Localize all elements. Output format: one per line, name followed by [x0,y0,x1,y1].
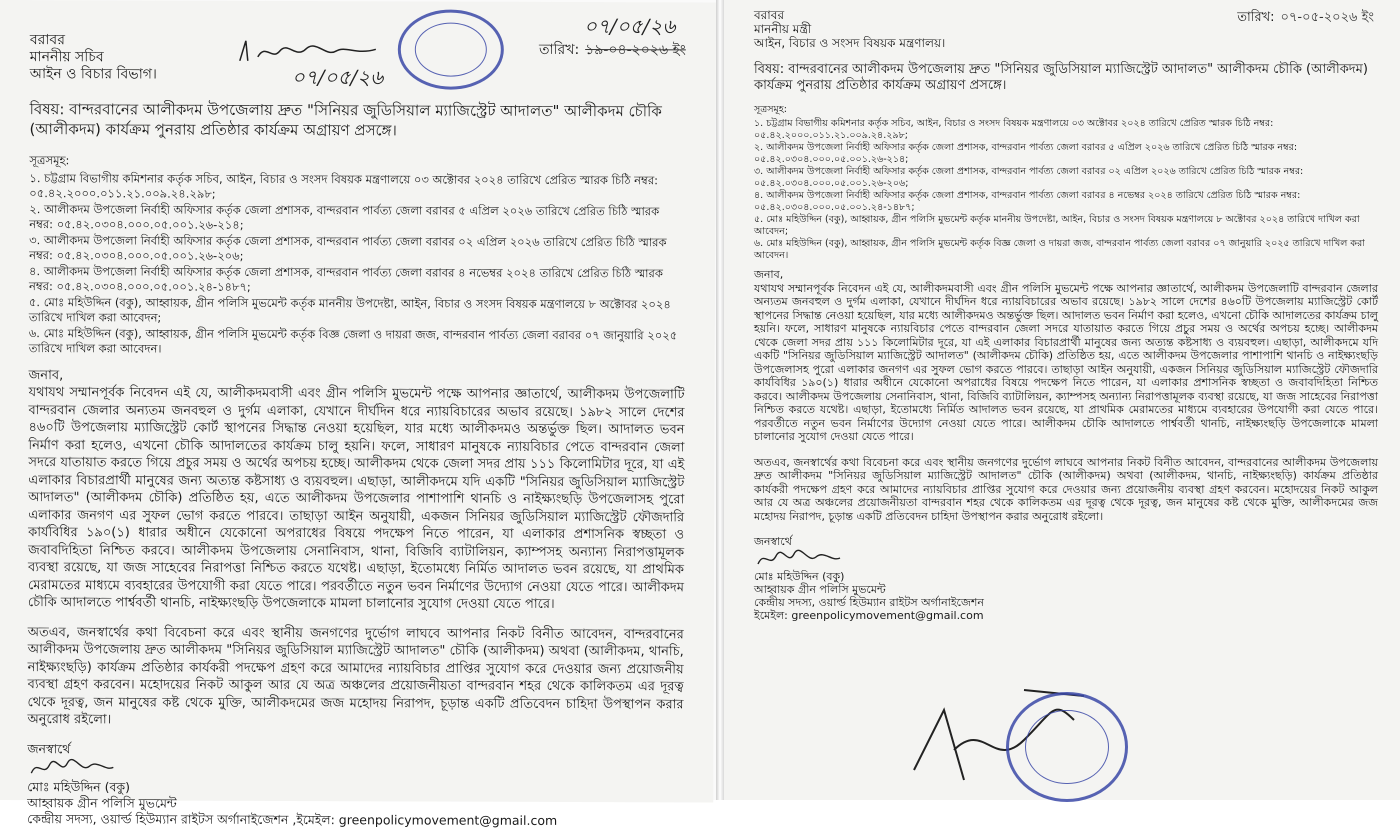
date-label: তারিখ: [1237,10,1275,25]
date-label: তারিখ: [538,41,580,59]
letter-date [1237,8,1374,29]
signer-name: মোঃ মহিউদ্দিন (বকু) [754,570,845,583]
page-divider [716,0,724,800]
handwritten-date: ০৭/০৫/২৬ [583,14,676,39]
reference-item: ৫. মোঃ মহিউদ্দিন (বকু), আহ্বায়ক, গ্রীন পলিসি মুভমেন্ট কর্তৃক মাননীয় উপদেষ্টা, আইন, বিচার ও সংসদ বিষয়ক মন্ত্রণালয়ে ৮ অক্টোবর ২০২৪ তারিখে দাখিল করা আবেদন; [28,294,671,325]
address-line: বরাবর [29,32,65,49]
closing: জনস্বার্থে [754,535,792,548]
signature-block [754,535,1378,622]
signature-scribble [27,757,117,779]
letter-body [754,268,1378,523]
reference-item: ৩. আলীকদম উপজেলা নির্বাহী অফিসার কর্তৃক জেলা প্রশাসক, বান্দরবান পার্বত্য জেলা বরাবর ০২ এপ্রিল ২০২৬ তারিখে প্রেরিত চিঠি স্মারক নম্বর: ০৫.৪২.০৩০৪.০০০.০৫.০০১.২৬-২০৬; [29,232,667,263]
received-stamp [398,9,504,89]
letter-subject: বিষয়: বান্দরবানের আলীকদম উপজেলায় দ্রুত "সিনিয়র জুডিসিয়াল ম্যাজিস্ট্রেট আদালত" আলীকদম চৌকি (আলীকদম) কার্যক্রম পুনরায় প্রতিষ্ঠার কার্যক্রম অগ্রায়ণ প্রসঙ্গে। [29,100,662,140]
signature-scribble [754,548,844,570]
address-line: আইন ও বিচার বিভাগ। [29,66,157,83]
body-paragraph: যথাযথ সম্মানপূর্বক নিবেদন এই যে, আলীকদমবাসী এবং গ্রীন পলিসি মুভমেন্ট পক্ষে আপনার জ্ঞাতার্থে, আলীকদম উপজেলাটি বান্দরবান জেলার অন্যতম জনবহুল ও দুর্গম এলাকা, যেখানে দীর্ঘদিন ধরে ন্যায়বিচারের অভাব রয়েছে। ১৯৮২ সালে দেশের ৪৬০টি উপজেলায় ম্যাজিস্ট্রেট কোর্ট স্থাপনের সিদ্ধান্ত নেওয়া হয়েছিল, যার মধ্যে আলীকদমও অন্তর্ভুক্ত ছিল। আদালত ভবন নির্মাণ করা হলেও, এখনো চৌকি আদালতের কার্যক্রম চালু হয়নি। ফলে, সাধারণ মানুষকে ন্যায়বিচার পেতে বান্দরবান জেলা সদরে যাতায়াত করতে গিয়ে প্রচুর সময় ও অর্থের অপচয় হচ্ছে। আলীকদম থেকে জেলা সদর প্রায় ১১১ কিলোমিটার দূরে, যা এই এলাকার বিচারপ্রার্থী মানুষের জন্য অত্যন্ত কষ্টসাধ্য ও ব্যয়বহুল। এছাড়া, আলীকদমে যদি একটি "সিনিয়র জুডিসিয়াল ম্যাজিস্ট্রেট আদালত" (আলীকদম চৌকি) প্রতিষ্ঠিত হয়, এতে আলীকদম উপজেলার পাশাপাশি থানচি ও নাইক্ষ্যংছড়ি উপজেলাসহ পুরো এলাকার জনগণ এর সুফল ভোগ করতে পারবে। তাছাড়া আইন অনুযায়ী, একজন সিনিয়র জুডিসিয়াল ম্যাজিস্ট্রেট ফৌজদারি কার্যবিধির ১৯০(১) ধারার অধীনে যেকোনো অপরাধের বিষয়ে পদক্ষেপ নিতে পারেন, যা এলাকার প্রশাসনিক স্বচ্ছতা ও জবাবদিহিতা নিশ্চিত করবে। আলীকদম উপজেলায় সেনানিবাস, থানা, বিজিবি ব্যাটালিয়ন, ক্যাম্পসহ অন্যান্য নিরাপত্তামূলক ব্যবস্থা রয়েছে, যা জজ সাহেবের নিরাপত্তা নিশ্চিত করতে যথেষ্ট। এছাড়া, ইতোমধ্যে নির্মিত আদালত ভবন রয়েছে, যা প্রাথমিক মেরামতের মাধ্যমে ব্যবহারের উপযোগী করা যেতে পারে। পরবর্তীতে নতুন ভবন নির্মাণের উদ্যোগ নেওয়া যেতে পারে। আলীকদম চৌকি আদালতে পার্শ্ববর্তী থানচি, নাইক্ষ্যংছড়ি উপজেলাকে মামলা চালানোর সুযোগ দেওয়া যেতে পারে। [754,281,1378,443]
reference-item: ২. আলীকদম উপজেলা নির্বাহী অফিসার কর্তৃক জেলা প্রশাসক, বান্দরবান পার্বত্য জেলা বরাবর ৫ এপ্রিল ২০২৬ তারিখে প্রেরিত চিঠি স্মারক নম্বর: ০৫.৪২.০৩০৪.০০০.০৫.০০১.২৬-২১৪; [29,201,660,232]
received-signature [236,37,386,68]
reference-item: ৩. আলীকদম উপজেলা নির্বাহী অফিসার কর্তৃক জেলা প্রশাসক, বান্দরবান পার্বত্য জেলা বরাবর ০২ এপ্রিল ২০২৬ তারিখে প্রেরিত চিঠি স্মারক নম্বর: ০৫.৪২.০৩০৪.০০০.০৫.০০১.২৬-২০৬; [754,166,1304,189]
reference-item: ২. আলীকদম উপজেলা নির্বাহী অফিসার কর্তৃক জেলা প্রশাসক, বান্দরবান পার্বত্য জেলা বরাবর ৫ এপ্রিল ২০২৬ তারিখে প্রেরিত চিঠি স্মারক নম্বর: ০৫.৪২.০৩০৪.০০০.০৫.০০১.২৬-২১৪; [754,142,1298,165]
signer-title: আহ্বায়ক গ্রীন পলিসি মুভমেন্ট [27,794,177,811]
date-value: ০৭-০৫-২০২৬ ইং [1280,10,1374,25]
references-title: সূত্রসমূহ: [754,104,787,115]
references-title: সূত্রসমূহ: [29,153,70,168]
closing: জনস্বার্থে [27,740,71,756]
ministry-stamp [1006,692,1128,802]
signer-email: ইমেইল: greenpolicymovement@gmail.com [754,609,984,622]
signer-org: কেন্দ্রীয় সদস্য, ওয়ার্ল্ড হিউম্যান রাইটস অর্গানাইজেশন ,ইমেইল: greenpolicymovement@gmail.com [27,810,558,828]
reference-item: ৬. মোঃ মহিউদ্দিন (বকু), আহ্বায়ক, গ্রীন পলিসি মুভমেন্ট কর্তৃক বিজ্ঞ জেলা ও দায়রা জজ, বান্দরবান পার্বত্য জেলা বরাবর ০৭ জানুয়ারি ২০২৫ তারিখে দাখিল করা আবেদন। [754,238,1365,261]
address-line: মাননীয় মন্ত্রী [754,22,812,36]
reference-item: ১. চট্টগ্রাম বিভাগীয় কমিশনার কর্তৃক সচিব, আইন, বিচার ও সংসদ বিষয়ক মন্ত্রণালয়ে ০৩ অক্টোবর ২০২৪ তারিখে প্রেরিত স্মারক চিঠি নম্বর: ০৫.৪২.২০০০.০১১.২১.০০৯.২৪.২৯৮; [754,118,1274,141]
body-paragraph: অতএব, জনস্বার্থের কথা বিবেচনা করে এবং স্থানীয় জনগণের দুর্ভোগ লাঘবে আপনার নিকট বিনীত আবেদন, বান্দরবানের আলীকদম উপজেলায় দ্রুত আলীকদম "সিনিয়র জুডিসিয়াল ম্যাজিস্ট্রেট আদালত" চৌকি (আলীকদম) অথবা (আলীকদম, থানচি, নাইক্ষ্যংছড়ি) কার্যক্রম প্রতিষ্ঠার কার্যকরী পদক্ষেপ গ্রহণ করে আমাদের ন্যায়বিচার প্রাপ্তির সুযোগ করে দেওয়ার জন্য প্রয়োজনীয় ব্যবস্থা গ্রহণ করবেন। মহোদয়ের নিকট আকুল আর যে অত্র অঞ্চলের প্রয়োজনীয়তা বান্দরবান শহর থেকে কালিকতম এর দূরত্ব থেকে দূরত্ব, জন মানুষের কষ্ট থেকে মুক্তি, আলীকদমের জজ মহোদয় নিরাপদ, চূড়ান্ত একটি প্রতিবেদন চাহিদা উপস্থাপন করার অনুরোধ রইলো। [27,624,684,728]
references-list [754,104,1378,262]
letter-subject: বিষয়: বান্দরবানের আলীকদম উপজেলায় দ্রুত "সিনিয়র জুডিসিয়াল ম্যাজিস্ট্রেট আদালত" আলীকদম চৌকি (আলীকদম) কার্যক্রম পুনরায় প্রতিষ্ঠার কার্যক্রম অগ্রায়ণ প্রসঙ্গে। [754,62,1368,93]
reference-item: ৪. আলীকদম উপজেলা নির্বাহী অফিসার কর্তৃক জেলা প্রশাসক, বান্দরবান পার্বত্য জেলা বরাবর ৪ নভেম্বর ২০২৪ তারিখে প্রেরিত চিঠি স্মারক নম্বর: ০৫.৪২.০৩০৪.০০০.০৫.০০১.২৪-১৪৮৭; [754,190,1301,213]
address-line: মাননীয় সচিব [29,49,104,66]
date-value: ১৯-০৪-২০২৬ ইং [585,42,686,59]
reference-item: ৪. আলীকদম উপজেলা নির্বাহী অফিসার কর্তৃক জেলা প্রশাসক, বান্দরবান পার্বত্য জেলা বরাবর ৪ নভেম্বর ২০২৪ তারিখে প্রেরিত চিঠি স্মারক নম্বর: ০৫.৪২.০৩০৪.০০০.০৫.০০১.২৪-১৪৮৭; [28,263,663,294]
signer-org: কেন্দ্রীয় সদস্য, ওয়ার্ল্ড হিউম্যান রাইটস অর্গানাইজেশন [754,596,984,609]
letter-body [27,367,684,731]
reference-item: ৫. মোঃ মহিউদ্দিন (বকু), আহ্বায়ক, গ্রীন পলিসি মুভমেন্ট কর্তৃক মাননীয় উপদেষ্টা, আইন, বিচার ও সংসদ বিষয়ক মন্ত্রণালয়ে ৮ অক্টোবর ২০২৪ তারিখে দাখিল করা আবেদন; [754,214,1360,237]
address-line: আইন, বিচার ও সংসদ বিষয়ক মন্ত্রণালয়। [754,36,946,50]
salutation: জনাব, [754,268,784,281]
references-list [29,153,686,359]
letter-page-minister [724,0,1400,800]
signer-title: আহ্বায়ক গ্রীন পলিসি মুভমেন্ট [754,583,886,596]
body-paragraph: যথাযথ সম্মানপূর্বক নিবেদন এই যে, আলীকদমবাসী এবং গ্রীন পলিসি মুভমেন্ট পক্ষে আপনার জ্ঞাতার্থে, আলীকদম উপজেলাটি বান্দরবান জেলার অন্যতম জনবহুল ও দুর্গম এলাকা, যেখানে দীর্ঘদিন ধরে ন্যায়বিচারের অভাব রয়েছে। ১৯৮২ সালে দেশের ৪৬০টি উপজেলায় ম্যাজিস্ট্রেট কোর্ট স্থাপনের সিদ্ধান্ত নেওয়া হয়েছিল, যার মধ্যে আলীকদমও অন্তর্ভুক্ত ছিল। আদালত ভবন নির্মাণ করা হলেও, এখনো চৌকি আদালতের কার্যক্রম চালু হয়নি। ফলে, সাধারণ মানুষকে ন্যায়বিচার পেতে বান্দরবান জেলা সদরে যাতায়াত করতে গিয়ে প্রচুর সময় ও অর্থের অপচয় হচ্ছে। আলীকদম থেকে জেলা সদর প্রায় ১১১ কিলোমিটার দূরে, যা এই এলাকার বিচারপ্রার্থী মানুষের জন্য অত্যন্ত কষ্টসাধ্য ও ব্যয়বহুল। এছাড়া, আলীকদমে যদি একটি "সিনিয়র জুডিসিয়াল ম্যাজিস্ট্রেট আদালত" (আলীকদম চৌকি) প্রতিষ্ঠিত হয়, এতে আলীকদম উপজেলার পাশাপাশি থানচি ও নাইক্ষ্যংছড়ি উপজেলাসহ পুরো এলাকার জনগণ এর সুফল ভোগ করতে পারবে। তাছাড়া আইন অনুযায়ী, একজন সিনিয়র জুডিসিয়াল ম্যাজিস্ট্রেট ফৌজদারি কার্যবিধির ১৯০(১) ধারার অধীনে যেকোনো অপরাধের বিষয়ে পদক্ষেপ নিতে পারেন, যা এলাকার প্রশাসনিক স্বচ্ছতা ও জবাবদিহিতা নিশ্চিত করবে। আলীকদম উপজেলায় সেনানিবাস, থানা, বিজিবি ব্যাটালিয়ন, ক্যাম্পসহ অন্যান্য নিরাপত্তামূলক ব্যবস্থা রয়েছে, যা জজ সাহেবের নিরাপত্তা নিশ্চিত করতে যথেষ্ট। এছাড়া, ইতোমধ্যে নির্মিত আদালত ভবন রয়েছে, যা প্রাথমিক মেরামতের মাধ্যমে ব্যবহারের উপযোগী করা যেতে পারে। পরবর্তীতে নতুন ভবন নির্মাণের উদ্যোগ নেওয়া যেতে পারে। আলীকদম চৌকি আদালতে পার্শ্ববর্তী থানচি, নাইক্ষ্যংছড়ি উপজেলাকে মামলা চালানোর সুযোগ দেওয়া যেতে পারে। [27,385,685,612]
reference-item: ১. চট্টগ্রাম বিভাগীয় কমিশনার কর্তৃক সচিব, আইন, বিচার ও সংসদ বিষয়ক মন্ত্রণালয়ে ০৩ অক্টোবর ২০২৪ তারিখে প্রেরিত স্মারক চিঠি নম্বর: ০৫.৪২.২০০০.০১১.২১.০০৯.২৪.২৯৮; [29,170,659,201]
reference-item: ৬. মোঃ মহিউদ্দিন (বকু), আহ্বায়ক, গ্রীন পলিসি মুভমেন্ট কর্তৃক বিজ্ঞ জেলা ও দায়রা জজ, বান্দরবান পার্বত্য জেলা বরাবর ০৭ জানুয়ারি ২০২৫ তারিখে দাখিল করা আবেদন। [28,325,678,356]
handwritten-received-date: ০৭/০৫/২৬ [291,65,384,90]
salutation: জনাব, [28,367,64,383]
body-paragraph: অতএব, জনস্বার্থের কথা বিবেচনা করে এবং স্থানীয় জনগণের দুর্ভোগ লাঘবে আপনার নিকট বিনীত আবেদন, বান্দরবানের আলীকদম উপজেলায় দ্রুত আলীকদম "সিনিয়র জুডিসিয়াল ম্যাজিস্ট্রেট আদালত" চৌকি (আলীকদম) অথবা (আলীকদম, থানচি, নাইক্ষ্যংছড়ি) কার্যক্রম প্রতিষ্ঠার কার্যকরী পদক্ষেপ গ্রহণ করে আমাদের ন্যায়বিচার প্রাপ্তির সুযোগ করে দেওয়ার জন্য প্রয়োজনীয় ব্যবস্থা গ্রহণ করবেন। মহোদয়ের নিকট আকুল আর যে অত্র অঞ্চলের প্রয়োজনীয়তা বান্দরবান শহর থেকে কালিকতম এর দূরত্ব থেকে দূরত্ব, জন মানুষের কষ্ট থেকে মুক্তি, আলীকদমের জজ মহোদয় নিরাপদ, চূড়ান্ত একটি প্রতিবেদন চাহিদা উপস্থাপন করার অনুরোধ রইলো। [754,455,1378,523]
address-line: বরাবর [754,8,785,22]
signer-name: মোঃ মহিউদ্দিন (বকু) [27,778,131,794]
signature-block [27,741,683,829]
